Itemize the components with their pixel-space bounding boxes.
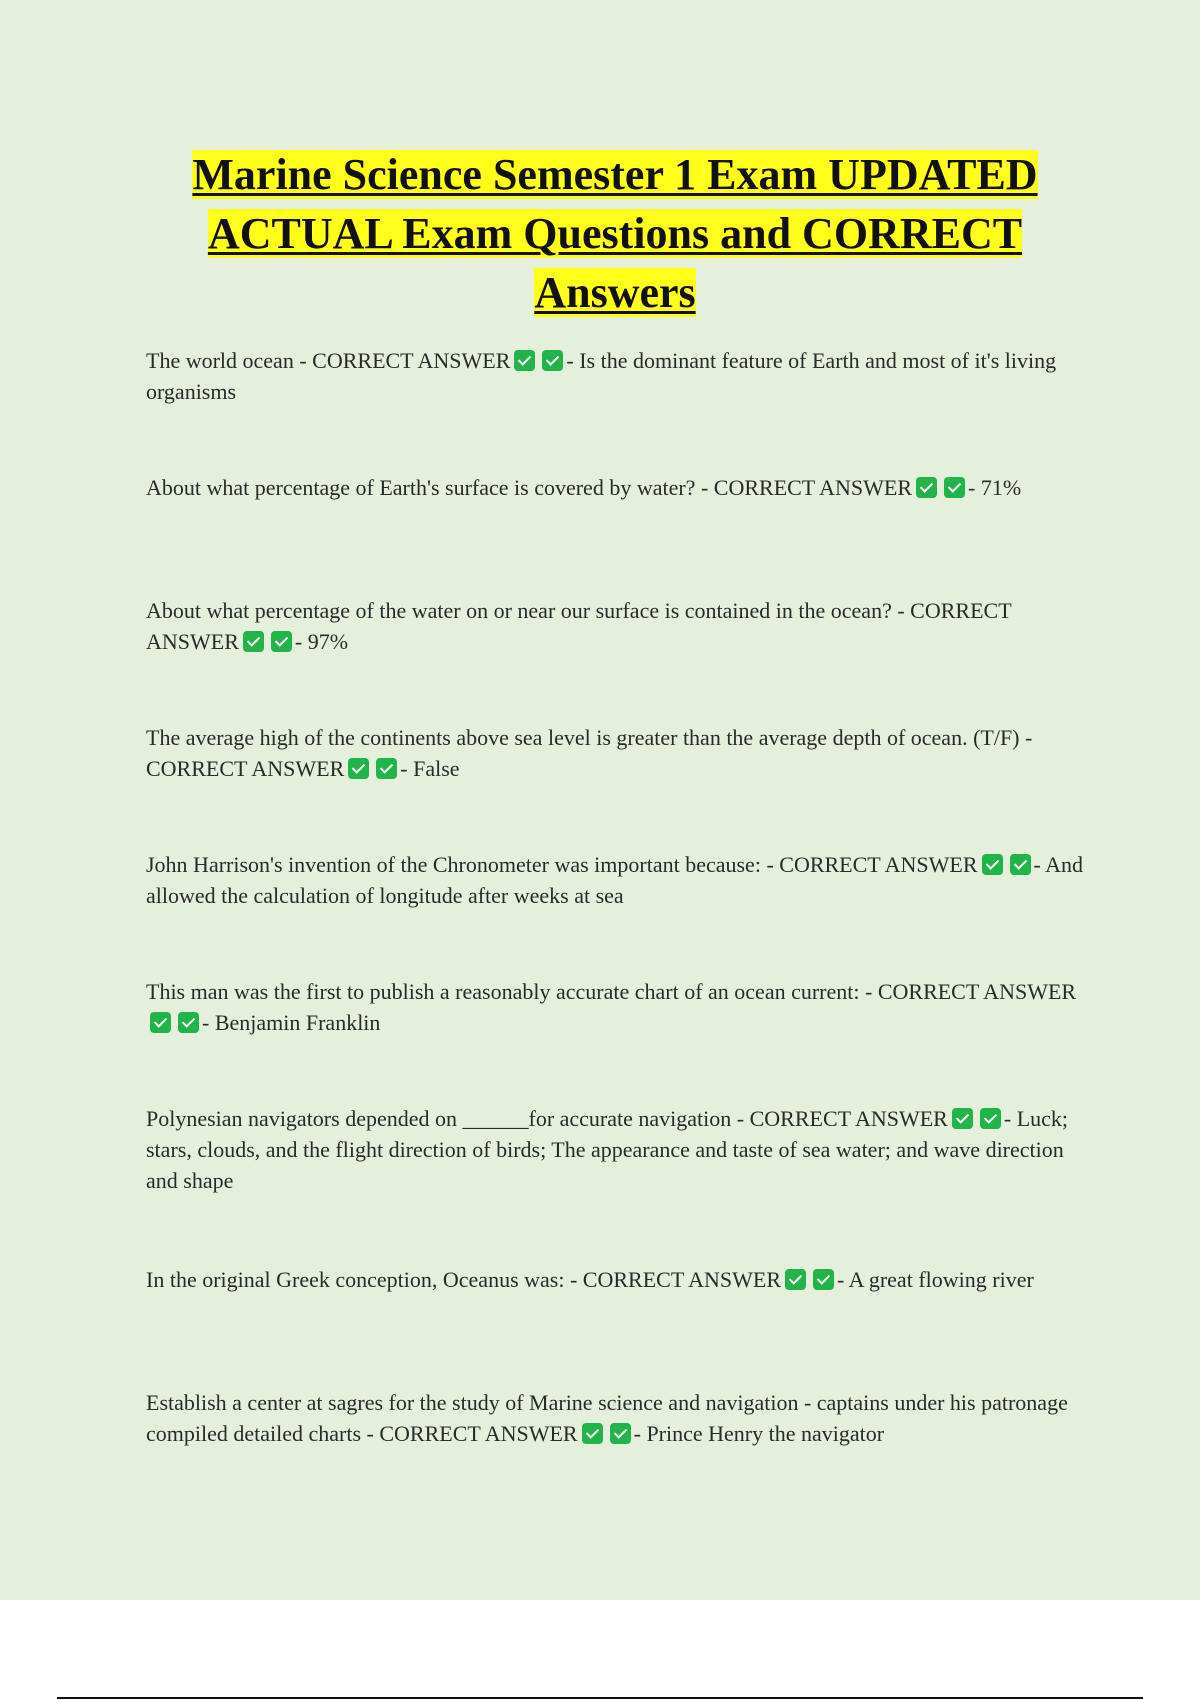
answer-text: False <box>413 756 460 781</box>
green-checkbox-icon <box>376 758 397 779</box>
qa-item-2: About what percentage of Earth's surface is covered by water? - CORRECT ANSWER - 71% <box>146 475 1022 500</box>
answer-text: A great flowing river <box>848 1267 1034 1292</box>
correct-answer-label: CORRECT ANSWER <box>779 852 978 877</box>
green-checkbox-icon <box>348 758 369 779</box>
question-text: Establish a center at sagres for the study of Marine science and navigation - captains under his patronage compiled detailed charts <box>146 1390 1068 1446</box>
green-checkbox-icon <box>1010 854 1031 875</box>
qa-item-4: The average high of the continents above sea level is greater than the average depth of ocean. (T/F) - CORRECT ANSWER - False <box>146 725 1033 781</box>
answer-text: 71% <box>980 475 1022 500</box>
green-checkbox-icon <box>150 1012 171 1033</box>
correct-answer-label: CORRECT ANSWER <box>749 1106 948 1131</box>
green-checkbox-icon <box>542 350 563 371</box>
answer-text: And allowed the calculation of longitude after weeks at sea <box>146 852 1084 908</box>
qa-item-5: John Harrison's invention of the Chronometer was important because: - CORRECT ANSWER - And allowed the calculation of longitude after weeks at sea <box>146 852 1084 908</box>
correct-answer-label: CORRECT ANSWER <box>146 598 1012 654</box>
qa-item-8: In the original Greek conception, Oceanus was: - CORRECT ANSWER - A great flowing river <box>146 1267 1034 1292</box>
green-checkbox-icon <box>785 1269 806 1290</box>
correct-answer-label: CORRECT ANSWER <box>713 475 913 500</box>
green-checkbox-icon <box>813 1269 834 1290</box>
correct-answer-label: CORRECT ANSWER <box>146 756 345 781</box>
answer-text: Luck; stars, clouds, and the flight direction of birds; The appearance and taste of sea water; and wave direction and shape <box>146 1106 1069 1193</box>
qa-item-9: Establish a center at sagres for the study of Marine science and navigation - captains under his patronage compiled detailed charts - CORRECT ANSWER - Prince Henry the navigator <box>146 1390 1068 1446</box>
correct-answer-label: CORRECT ANSWER <box>379 1421 578 1446</box>
question-text: This man was the first to publish a reasonably accurate chart of an ocean current: <box>146 979 860 1004</box>
qa-item-6: This man was the first to publish a reasonably accurate chart of an ocean current: - CORRECT ANSWER- Benjamin Franklin <box>146 979 1077 1035</box>
answer-text: 97% <box>307 629 349 654</box>
question-text: In the original Greek conception, Oceanus was: <box>146 1267 565 1292</box>
green-checkbox-icon <box>178 1012 199 1033</box>
green-checkbox-icon <box>952 1108 973 1129</box>
footer-divider <box>57 1697 1143 1699</box>
green-checkbox-icon <box>582 1423 603 1444</box>
qa-item-3: About what percentage of the water on or near our surface is contained in the ocean? - CORRECT ANSWER - 97% <box>146 598 1012 654</box>
green-checkbox-icon <box>514 350 535 371</box>
correct-answer-label: CORRECT ANSWER <box>877 979 1077 1004</box>
green-checkbox-icon <box>243 631 264 652</box>
question-text: Polynesian navigators depended on ______for accurate navigation <box>146 1106 732 1131</box>
question-text: The world ocean <box>146 348 294 373</box>
qa-item-1: The world ocean - CORRECT ANSWER - Is the dominant feature of Earth and most of it's living organisms <box>146 348 1057 404</box>
answer-text: Prince Henry the navigator <box>646 1421 885 1446</box>
question-text: About what percentage of Earth's surface is covered by water? <box>146 475 696 500</box>
green-checkbox-icon <box>610 1423 631 1444</box>
question-text: About what percentage of the water on or near our surface is contained in the ocean? <box>146 598 892 623</box>
green-checkbox-icon <box>980 1108 1001 1129</box>
answer-text: Is the dominant feature of Earth and most of it's living organisms <box>146 348 1057 404</box>
green-checkbox-icon <box>944 477 965 498</box>
correct-answer-label: CORRECT ANSWER <box>312 348 511 373</box>
title-highlight: Marine Science Semester 1 Exam UPDATED ACTUAL Exam Questions and CORRECT Answers <box>192 150 1038 317</box>
green-checkbox-icon <box>271 631 292 652</box>
question-text: The average high of the continents above sea level is greater than the average depth of ocean. (T/F) <box>146 725 1020 750</box>
green-checkbox-icon <box>982 854 1003 875</box>
correct-answer-label: CORRECT ANSWER <box>582 1267 782 1292</box>
question-text: John Harrison's invention of the Chronometer was important because: <box>146 852 761 877</box>
answer-text: Benjamin Franklin <box>214 1010 381 1035</box>
qa-item-7: Polynesian navigators depended on ______for accurate navigation - CORRECT ANSWER - Luck; stars, clouds, and the flight direction of birds; The appearance and taste of sea water; and wave direction and shape <box>146 1106 1069 1193</box>
document-title <box>140 145 1090 322</box>
green-checkbox-icon <box>916 477 937 498</box>
